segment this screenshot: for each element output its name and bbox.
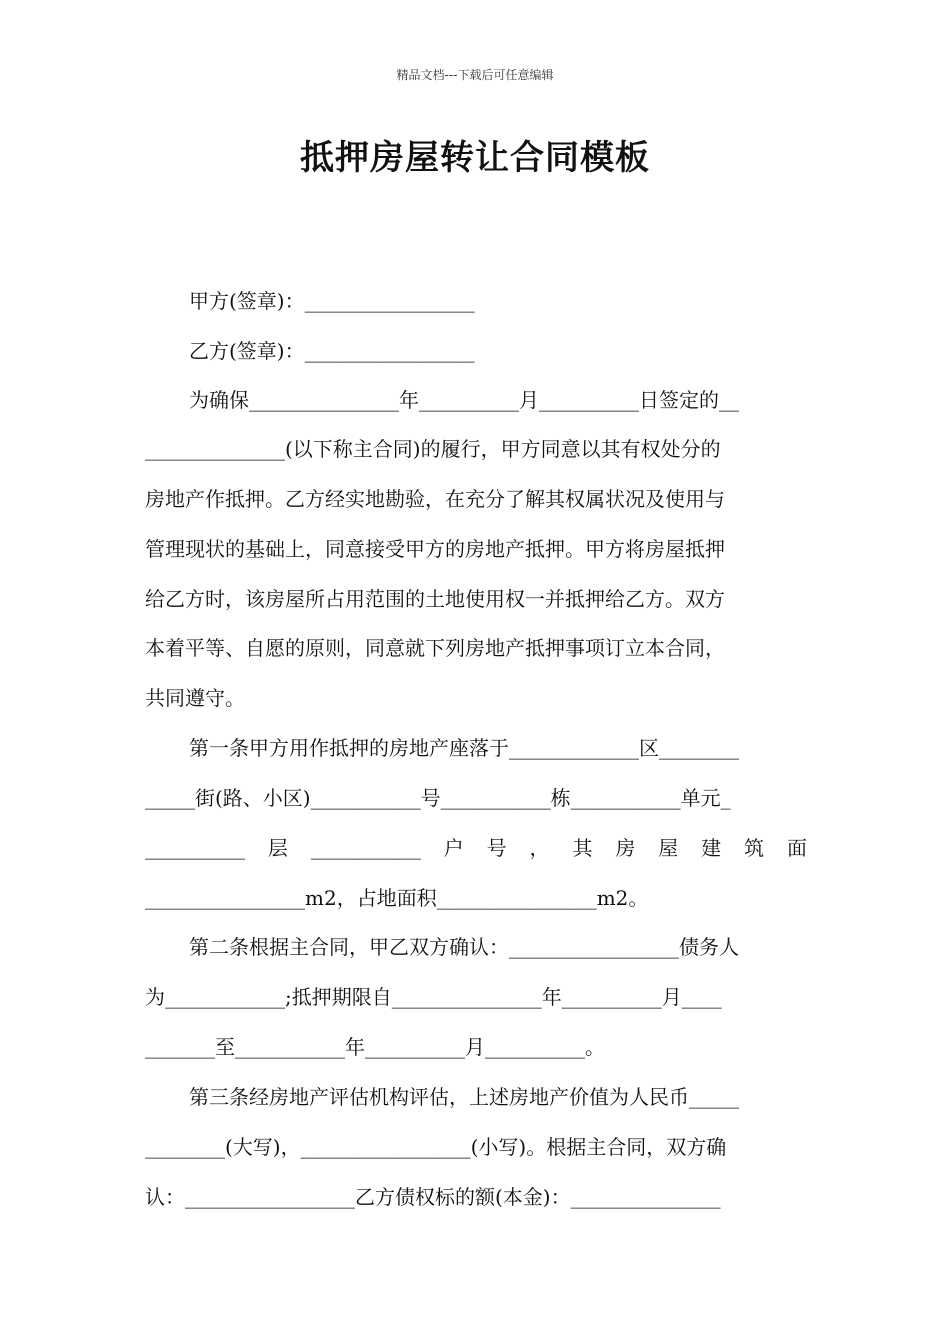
- text-segment: 面: [786, 836, 807, 860]
- text-segment: 房: [615, 836, 636, 860]
- paragraph-line: 本着平等、自愿的原则，同意就下列房地产抵押事项订立本合同，: [145, 636, 725, 660]
- paragraph-line: 共同遵守。: [145, 686, 245, 710]
- text-segment: 其: [572, 836, 593, 860]
- paragraph-line: ______________(以下称主合同)的履行，甲方同意以其有权处分的: [145, 437, 721, 461]
- header-note: 精品文档---下载后可任意编辑: [396, 68, 554, 82]
- text-segment: 层: [267, 836, 288, 860]
- article-3-line: 第三条经房地产评估机构评估，上述房地产价值为人民币_____: [189, 1085, 739, 1109]
- article-1-line: _____街(路、小区)___________号___________栋___________单元_: [145, 786, 731, 810]
- text-segment: __________: [145, 836, 245, 860]
- article-1-line: ________________m2，占地面积________________m2。: [145, 886, 649, 910]
- paragraph-line: 管理现状的基础上，同意接受甲方的房地产抵押。甲方将房屋抵押: [145, 537, 725, 561]
- text-segment: ___________: [310, 836, 421, 860]
- article-3-line: 认：_________________乙方债权标的额(本金)：_______________: [145, 1185, 721, 1209]
- text-segment: 建: [701, 836, 722, 860]
- article-1-justified-line: [145, 834, 807, 862]
- text-segment: 号: [486, 836, 507, 860]
- party-a-signature-line: 甲方(签章)：_________________: [189, 289, 475, 313]
- article-2-line: 第二条根据主合同，甲乙双方确认：_________________债务人: [189, 935, 739, 959]
- text-segment: 户: [443, 836, 464, 860]
- paragraph-line: 给乙方时，该房屋所占用范围的土地使用权一并抵押给乙方。双方: [145, 587, 725, 611]
- party-b-signature-line: 乙方(签章)：_________________: [189, 339, 475, 363]
- text-segment: ，: [529, 836, 550, 860]
- document-title: 抵押房屋转让合同模板: [300, 138, 650, 178]
- text-segment: 屋: [658, 836, 679, 860]
- article-2-line: 为____________;抵押期限自_______________年__________月____: [145, 985, 722, 1009]
- paragraph-line: 为确保_______________年__________月__________日签定的__: [189, 388, 739, 412]
- paragraph-line: 房地产作抵押。乙方经实地勘验，在充分了解其权属状况及使用与: [145, 487, 725, 511]
- article-1-line: 第一条甲方用作抵押的房地产座落于_____________区________: [189, 736, 739, 760]
- article-2-line: _______至___________年__________月__________。: [145, 1035, 605, 1059]
- article-3-line: ________(大写)，_________________(小写)。根据主合同，双方确: [145, 1135, 727, 1159]
- text-segment: 筑: [744, 836, 765, 860]
